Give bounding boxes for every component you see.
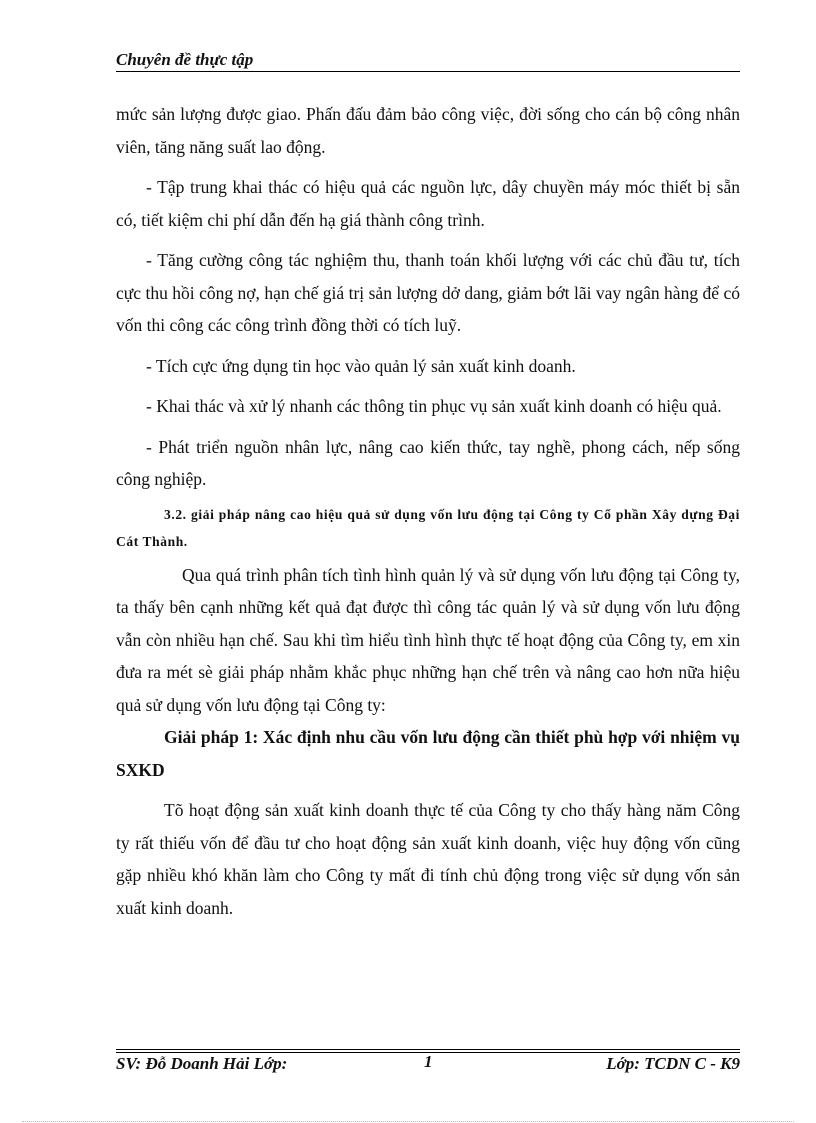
page-footer (116, 1054, 740, 1078)
header-rule (116, 71, 740, 72)
footer-rule (116, 1049, 740, 1050)
bullet-item: - Tích cực ứng dụng tin học vào quản lý sản xuất kinh doanh. (146, 355, 576, 376)
page-header-title: Chuyên đề thực tập (116, 50, 254, 69)
footer-student: SV: Đỗ Doanh Hải Lớp: (116, 1054, 288, 1073)
bullet-item: - Phát triển nguồn nhân lực, nâng cao kiến thức, tay nghề, phong cách, nếp sống công nghiệp. (116, 436, 740, 489)
page-number: 1 (424, 1052, 433, 1071)
section-heading: 3.2. giải pháp nâng cao hiệu quả sử dụng vốn lưu động tại Công ty Cổ phần Xây dựng Đại Cát Thành. (116, 506, 740, 549)
footer-class: Lớp: TCDN C - K9 (606, 1054, 740, 1073)
paragraph-intro: mức sản lượng được giao. Phấn đấu đảm bảo công việc, đời sống cho cán bộ công nhân viên, tăng năng suất lao động. (116, 104, 740, 157)
solution-heading: Giải pháp 1: Xác định nhu cầu vốn lưu động cần thiết phù hợp với nhiệm vụ SXKD (116, 727, 740, 780)
page-edge-dotted-line (22, 1121, 794, 1122)
page-body (116, 98, 740, 924)
bullet-item: - Tăng cường công tác nghiệm thu, thanh toán khối lượng với các chủ đầu tư, tích cực thu hồi công nợ, hạn chế giá trị sản lượng dở dang, giảm bớt lãi vay ngân hàng để có vốn thi công các công trình đồng thời có tích luỹ. (116, 250, 740, 335)
paragraph-solution: Tõ hoạt động sản xuất kinh doanh thực tế của Công ty cho thấy hàng năm Công ty rất thiếu vốn để đầu tư cho hoạt động sản xuất kinh doanh, việc huy động vốn cũng gặp nhiều khó khăn làm cho Công ty mất đi tính chủ động trong việc sử dụng vốn sản xuất kinh doanh. (116, 800, 740, 918)
bullet-item: - Khai thác và xử lý nhanh các thông tin phục vụ sản xuất kinh doanh có hiệu quả. (146, 396, 722, 416)
bullet-item: - Tập trung khai thác có hiệu quả các nguồn lực, dây chuyền máy móc thiết bị sẵn có, tiết kiệm chi phí dẫn đến hạ giá thành công trình. (116, 177, 740, 230)
paragraph-analysis: Qua quá trình phân tích tình hình quản lý và sử dụng vốn lưu động tại Công ty, ta thấy bên cạnh những kết quả đạt được thì công tác quản lý và sử dụng vốn lưu động vẫn còn nhiều hạn chế. Sau khi tìm hiểu tình hình thực tế hoạt động của Công ty, em xin đưa ra mét sè giải pháp nhằm khắc phục những hạn chế trên và nâng cao hơn nữa hiệu quả sử dụng vốn lưu động tại Công ty: (116, 564, 740, 715)
